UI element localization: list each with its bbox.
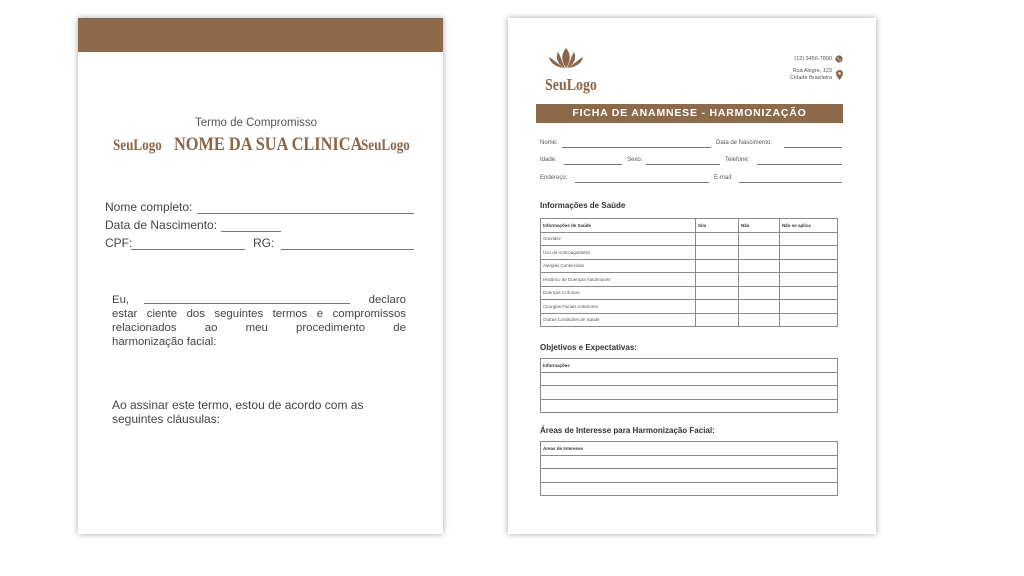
checkbox-cell[interactable] [696, 286, 739, 300]
paragraph-line: Ao assinar este termo, estou de acordo com as [112, 398, 364, 412]
logo-right: SeuLogo [361, 137, 410, 154]
email-label: E-mail: [714, 175, 733, 181]
sex-line[interactable] [646, 164, 720, 165]
header-cell: Informações de Saúde [541, 219, 696, 233]
commitment-term-page [78, 18, 443, 534]
rg-line[interactable] [281, 249, 414, 250]
text-cell[interactable] [541, 469, 838, 483]
agreement-paragraph [112, 398, 412, 426]
checkbox-cell[interactable] [780, 300, 838, 314]
checkbox-cell[interactable] [780, 246, 838, 260]
word: estar [112, 308, 138, 320]
address-line[interactable] [575, 182, 709, 183]
phone-label: Telefone: [725, 157, 750, 163]
declarant-name-line[interactable] [144, 303, 350, 304]
contact-address-1: Rua Alegre, 123 [792, 68, 832, 74]
lotus-icon [545, 46, 587, 70]
full-name-line[interactable] [197, 213, 414, 214]
form-title-band: FICHA DE ANAMNESE - HARMONIZAÇÃO [536, 104, 843, 123]
word: relacionados [112, 322, 177, 334]
table-row[interactable] [541, 469, 838, 483]
clinic-name: NOME DA SUA CLINICA [174, 134, 363, 155]
checkbox-cell[interactable] [780, 313, 838, 327]
areas-table [540, 441, 838, 496]
table-row[interactable] [541, 372, 838, 386]
checkbox-cell[interactable] [696, 232, 739, 246]
word: meu [245, 322, 268, 334]
table-row [541, 286, 838, 300]
table-row [541, 313, 838, 327]
rg-label: RG: [253, 236, 275, 250]
word: procedimento [296, 322, 366, 334]
table-header-row [541, 359, 838, 373]
checkbox-cell[interactable] [696, 313, 739, 327]
checkbox-cell[interactable] [780, 273, 838, 287]
row-label: Uso de Anticoagulantes [541, 246, 696, 260]
text-cell[interactable] [541, 399, 838, 413]
birth-date-line[interactable] [221, 231, 281, 232]
table-row[interactable] [541, 455, 838, 469]
eu-word: Eu, [112, 294, 130, 306]
cpf-line[interactable] [131, 249, 245, 250]
table-row [541, 232, 838, 246]
page-header-band [78, 18, 443, 52]
address-label: Endereço: [540, 175, 568, 181]
row-label: Gravidez [541, 232, 696, 246]
table-row [541, 259, 838, 273]
table-row [541, 300, 838, 314]
checkbox-cell[interactable] [739, 300, 780, 314]
table-row[interactable] [541, 482, 838, 496]
phone-icon [835, 55, 843, 63]
declaration-paragraph [112, 293, 406, 349]
row-label: Cirurgias Faciais Anteriores [541, 300, 696, 314]
row-label: Alergias Conhecidas [541, 259, 696, 273]
name-label: Nome: [540, 140, 558, 146]
anamnesis-form-page [508, 18, 876, 534]
full-name-label: Nome completo: [105, 200, 193, 214]
checkbox-cell[interactable] [780, 259, 838, 273]
checkbox-cell[interactable] [739, 246, 780, 260]
header-cell: Não [739, 219, 780, 233]
word: ciente [146, 308, 178, 320]
word: seguintes [214, 308, 264, 320]
header-cell: Áreas de Interesse [541, 442, 838, 456]
header-cell: Sim [696, 219, 739, 233]
checkbox-cell[interactable] [739, 259, 780, 273]
contact-phone: (12) 3456-7890 [794, 56, 832, 62]
areas-section-title: Áreas de Interesse para Harmonização Facial: [540, 426, 715, 435]
header-cell: Não se aplica [780, 219, 838, 233]
row-label: Outras Condições de Saúde [541, 313, 696, 327]
document-subtitle: Termo de Compromisso [195, 117, 318, 129]
objectives-section-title: Objetivos e Expectativas: [540, 343, 637, 352]
objectives-table [540, 358, 838, 413]
word: compromissos [332, 308, 406, 320]
checkbox-cell[interactable] [739, 286, 780, 300]
logo-left: SeuLogo [113, 137, 162, 154]
birth-date-label: Data de Nascimento: [716, 140, 773, 146]
table-row [541, 246, 838, 260]
word: ao [204, 322, 218, 334]
email-line[interactable] [739, 182, 842, 183]
health-section-title: Informações de Saúde [540, 201, 626, 210]
word: dos [186, 308, 205, 320]
row-label: Doenças Crônicas [541, 286, 696, 300]
contact-address-2: Cidade Brasileira [790, 75, 832, 81]
text-cell[interactable] [541, 455, 838, 469]
declaro-word: declaro [368, 294, 406, 306]
table-header-row [541, 219, 838, 233]
table-header-row [541, 442, 838, 456]
paragraph-line: harmonização facial: [112, 336, 217, 348]
paragraph-line: seguintes cláusulas: [112, 412, 221, 426]
header-cell: Informações [541, 359, 838, 373]
checkbox-cell[interactable] [739, 273, 780, 287]
phone-line[interactable] [757, 164, 842, 165]
table-row[interactable] [541, 399, 838, 413]
text-cell[interactable] [541, 386, 838, 400]
table-row[interactable] [541, 386, 838, 400]
birth-date-line[interactable] [784, 147, 842, 148]
logo-text: SeuLogo [545, 75, 597, 94]
word: termos [272, 308, 308, 320]
text-cell[interactable] [541, 482, 838, 496]
cpf-label: CPF: [105, 236, 133, 250]
birth-date-label: Data de Nascimento: [105, 218, 218, 232]
text-cell[interactable] [541, 372, 838, 386]
checkbox-cell[interactable] [696, 273, 739, 287]
word: de [393, 322, 406, 334]
sex-label: Sexo: [627, 157, 643, 163]
name-line[interactable] [562, 147, 711, 148]
word: e [316, 308, 324, 320]
checkbox-cell[interactable] [739, 313, 780, 327]
checkbox-cell[interactable] [780, 232, 838, 246]
checkbox-cell[interactable] [780, 286, 838, 300]
health-table [540, 218, 838, 327]
checkbox-cell[interactable] [696, 246, 739, 260]
location-pin-icon [836, 70, 843, 80]
age-label: Idade: [540, 157, 557, 163]
checkbox-cell[interactable] [696, 300, 739, 314]
checkbox-cell[interactable] [739, 232, 780, 246]
checkbox-cell[interactable] [696, 259, 739, 273]
table-row [541, 273, 838, 287]
age-line[interactable] [564, 164, 622, 165]
row-label: Histórico de Doenças Autoimunes [541, 273, 696, 287]
